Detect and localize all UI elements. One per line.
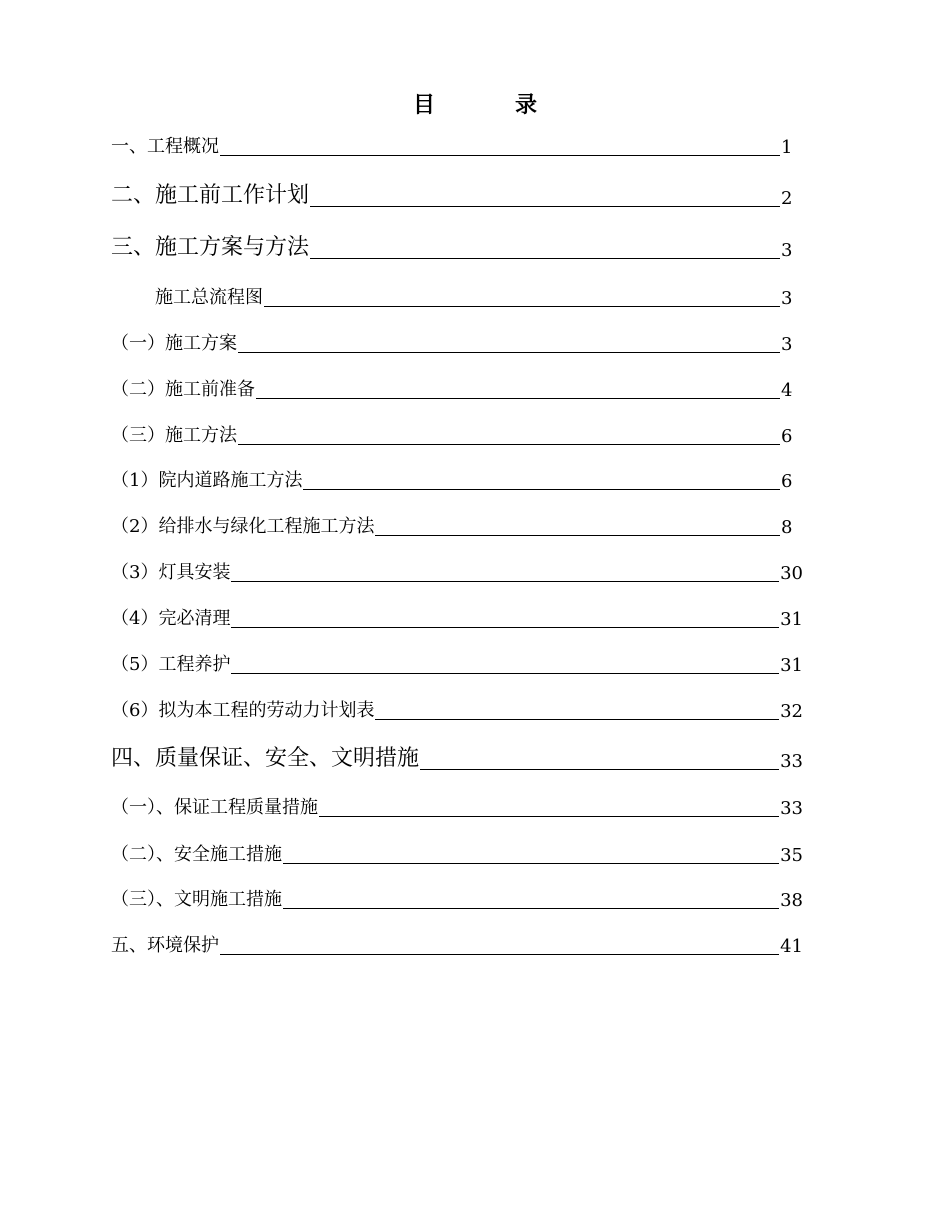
toc-label: 一、工程概况: [111, 136, 219, 157]
toc-label: （3）灯具安装: [111, 562, 231, 583]
toc-label: （一）施工方案: [111, 333, 237, 354]
toc-leader-line: [231, 673, 779, 674]
toc-page-number: 6: [781, 471, 793, 492]
toc-leader-line: [231, 627, 779, 628]
toc-entry[interactable]: [111, 421, 803, 447]
toc-leader-line: [238, 352, 780, 353]
toc-page-number: 3: [781, 240, 793, 261]
toc-page-number: 2: [781, 188, 793, 209]
toc-page-number: 3: [781, 288, 793, 309]
toc-entry[interactable]: [111, 375, 803, 401]
toc-leader-line: [238, 444, 780, 445]
toc-entry[interactable]: [111, 840, 803, 866]
toc-label: （一）、保证工程质量措施: [111, 797, 318, 818]
toc-label: （4）完必清理: [111, 608, 231, 629]
toc-entry[interactable]: [111, 512, 803, 538]
toc-leader-line: [256, 398, 780, 399]
toc-page-number: 3: [781, 334, 793, 355]
toc-entry[interactable]: [111, 931, 803, 957]
toc-leader-line: [231, 581, 779, 582]
toc-entry[interactable]: [111, 178, 803, 209]
toc-page-number: 4: [781, 380, 793, 401]
toc-leader-line: [319, 816, 779, 817]
page-title: [0, 88, 950, 119]
title-char-2: 录: [515, 93, 538, 118]
toc-leader-line: [220, 155, 780, 156]
toc-leader-line: [220, 954, 779, 955]
toc-label: 四、质量保证、安全、文明措施: [111, 746, 420, 771]
toc-label: （6）拟为本工程的劳动力计划表: [111, 700, 375, 721]
title-char-1: 目: [412, 93, 435, 118]
toc-label: （三）施工方法: [111, 425, 237, 446]
toc-page-number: 30: [780, 563, 803, 584]
toc-page-number: 33: [780, 751, 803, 772]
toc-leader-line: [375, 535, 780, 536]
toc-page-number: 6: [781, 426, 793, 447]
toc-entry[interactable]: [111, 604, 803, 630]
toc-label: 二、施工前工作计划: [111, 183, 310, 208]
toc-page-number: 31: [780, 609, 803, 630]
toc-leader-line: [303, 489, 780, 490]
toc-leader-line: [375, 719, 779, 720]
toc-entry[interactable]: [111, 696, 803, 722]
toc-leader-line: [283, 863, 779, 864]
toc-page-number: 8: [781, 517, 793, 538]
toc-page-number: 1: [781, 137, 793, 158]
toc-page-number: 32: [780, 701, 803, 722]
toc-page-number: 38: [780, 890, 803, 911]
toc-page-number: 41: [780, 936, 803, 957]
toc-label: （5）工程养护: [111, 654, 231, 675]
toc-entry[interactable]: [111, 558, 803, 584]
toc-leader-line: [420, 769, 779, 770]
toc-label: （二）、安全施工措施: [111, 844, 282, 865]
toc-page-number: 33: [780, 798, 803, 819]
toc-label: 施工总流程图: [155, 287, 263, 308]
toc-entry[interactable]: [155, 283, 803, 309]
toc-label: （三）、文明施工措施: [111, 889, 282, 910]
toc-label: 三、施工方案与方法: [111, 235, 310, 260]
toc-label: 五、环境保护: [111, 935, 219, 956]
toc-entry[interactable]: [111, 230, 803, 261]
toc-label: （1）院内道路施工方法: [111, 470, 303, 491]
toc-leader-line: [310, 206, 780, 207]
toc-leader-line: [264, 306, 780, 307]
toc-entry[interactable]: [111, 132, 803, 158]
toc-entry[interactable]: [111, 466, 803, 492]
toc-label: （2）给排水与绿化工程施工方法: [111, 516, 375, 537]
toc-page-number: 31: [780, 655, 803, 676]
toc-entry[interactable]: [111, 650, 803, 676]
toc-label: （二）施工前准备: [111, 379, 255, 400]
toc-leader-line: [310, 258, 780, 259]
toc-entry[interactable]: [111, 329, 803, 355]
toc-leader-line: [283, 908, 779, 909]
toc-entry[interactable]: [111, 741, 803, 772]
toc-entry[interactable]: [111, 885, 803, 911]
toc-page-number: 35: [780, 845, 803, 866]
toc-entry[interactable]: [111, 793, 803, 819]
